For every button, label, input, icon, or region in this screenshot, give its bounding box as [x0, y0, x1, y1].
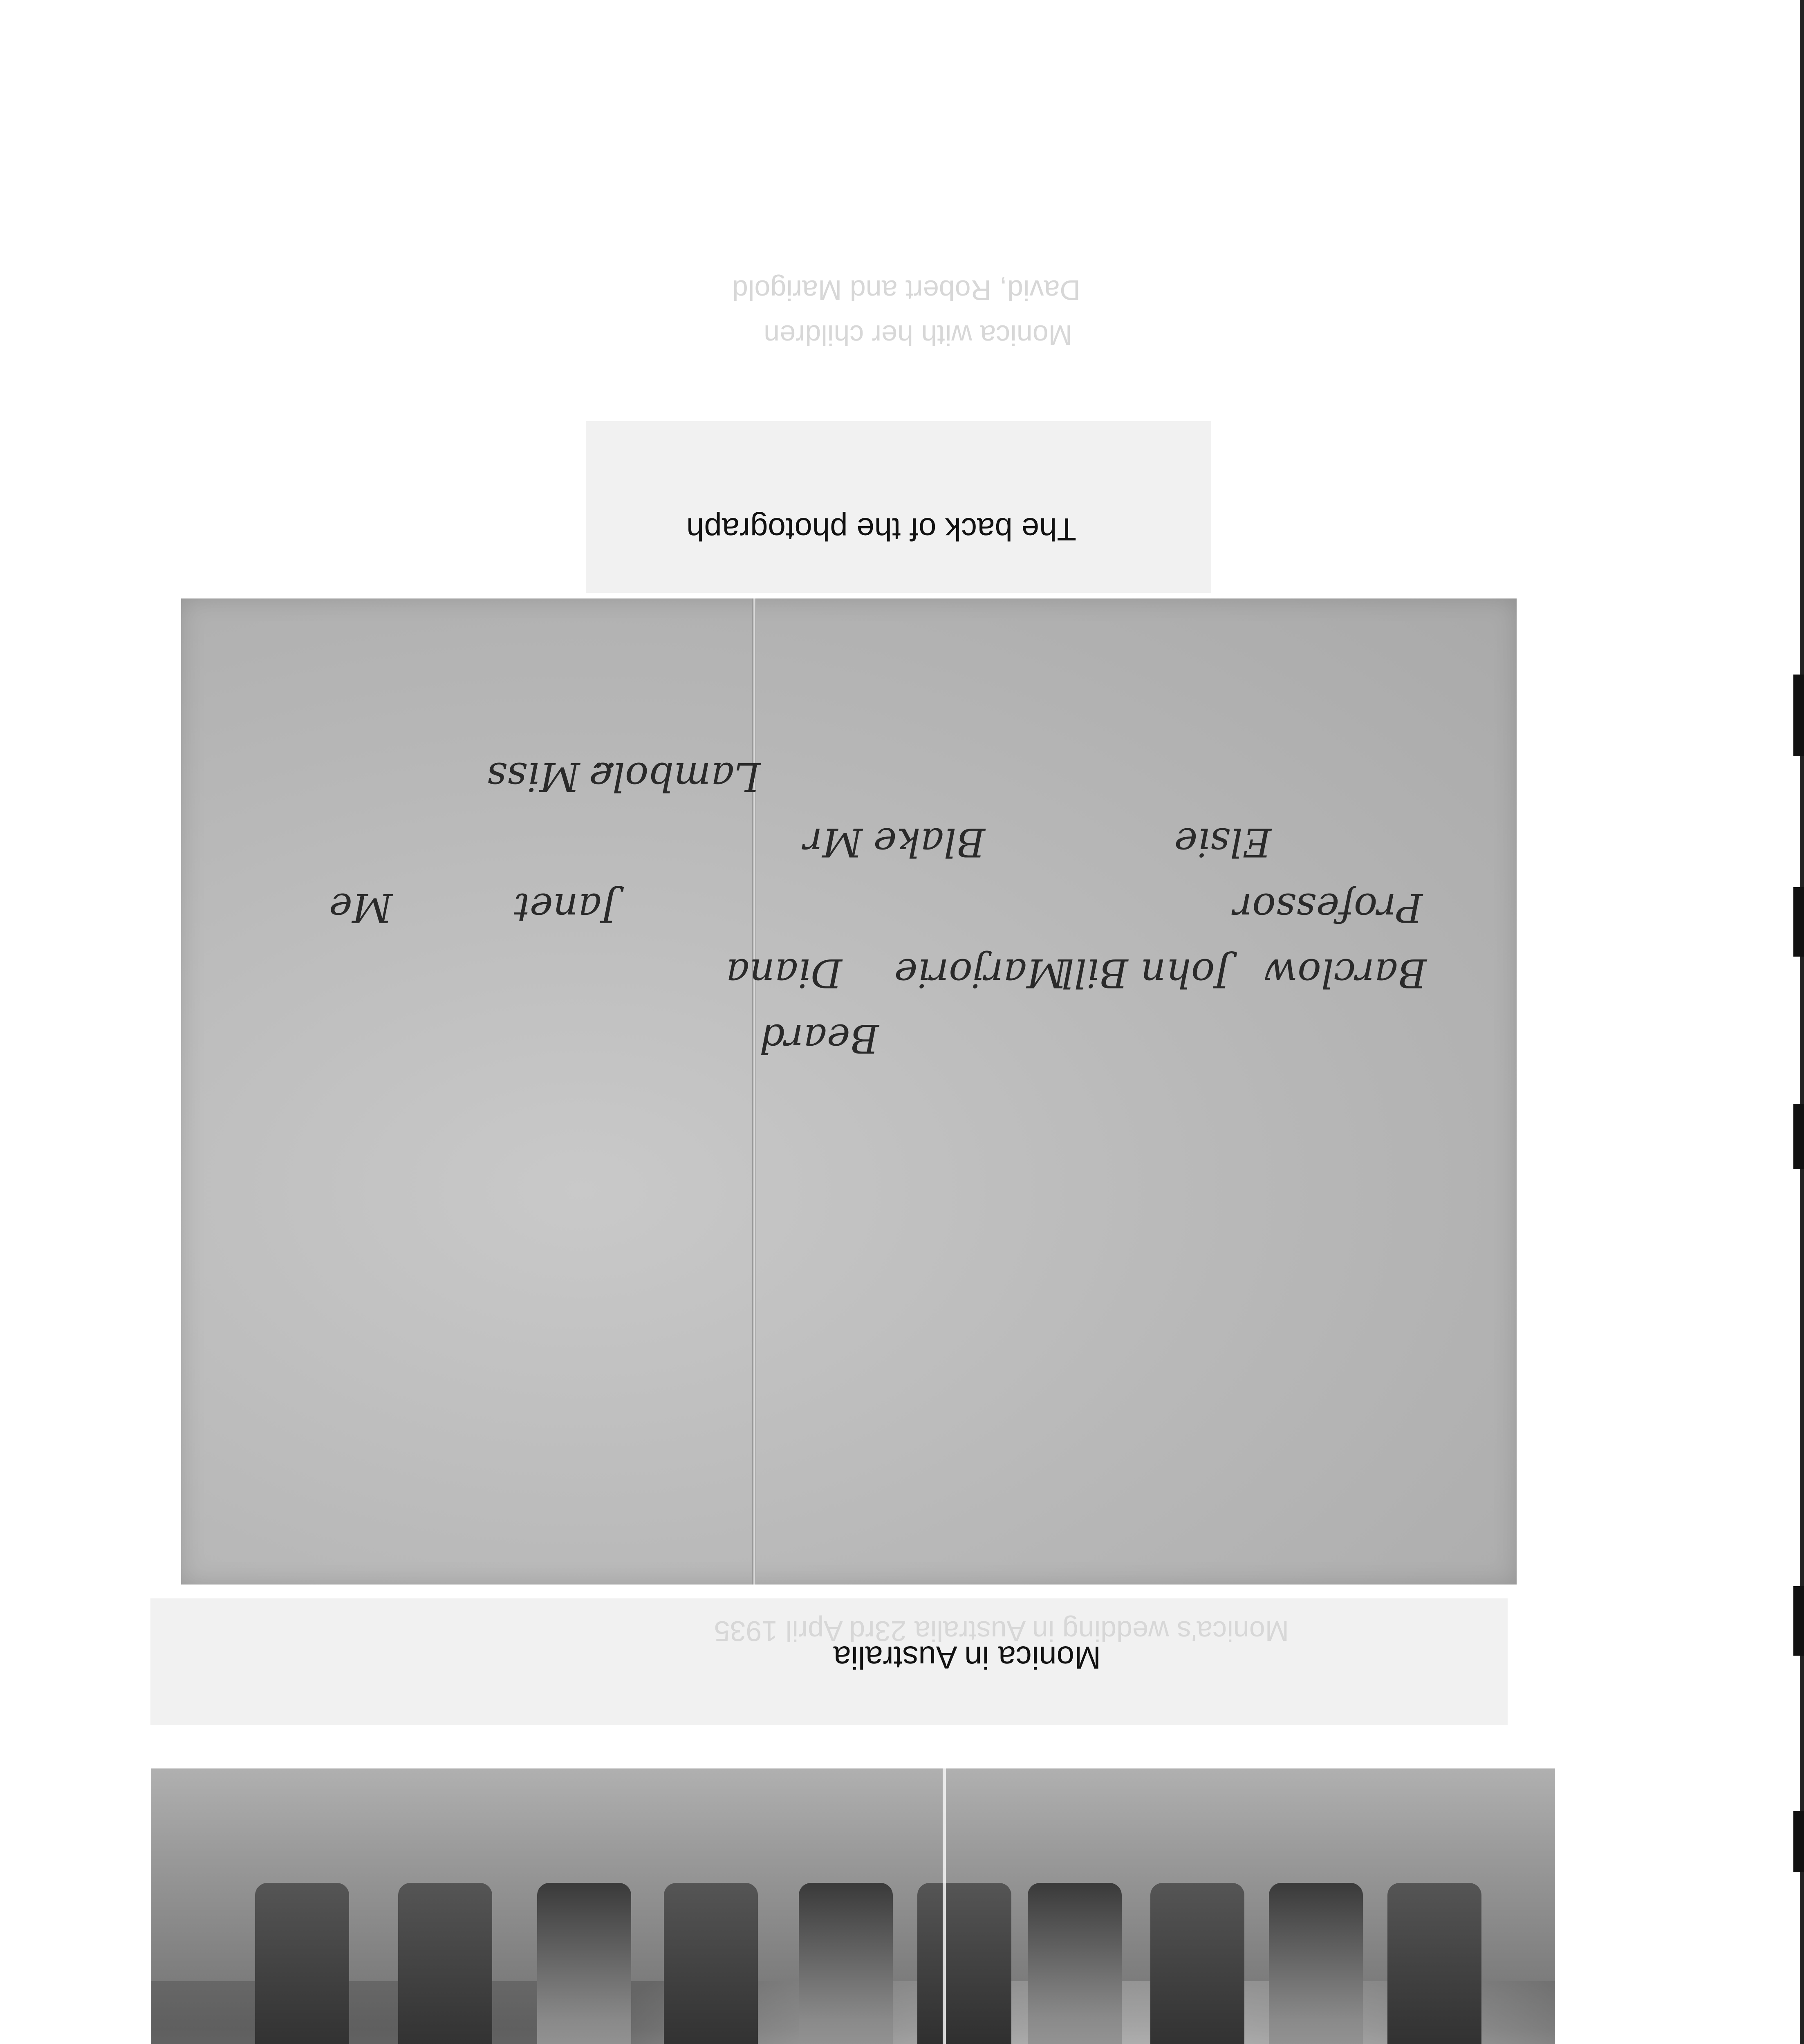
photo-person [799, 1883, 893, 2044]
photograph-back [181, 598, 1517, 1585]
handwritten-name: Diana [726, 950, 842, 996]
caption-monica-in-australia: Monica in Australia [833, 1640, 1101, 1676]
scan-edge [1800, 0, 1804, 2044]
group-photograph [151, 1768, 1555, 2044]
handwritten-name: Me [329, 885, 392, 930]
photo-person [255, 1883, 349, 2044]
binding-mark [1793, 1586, 1804, 1656]
handwritten-name: Professor [1233, 885, 1423, 930]
ghost-photo-frame-top [586, 421, 1211, 593]
photo-person [1387, 1883, 1481, 2044]
binding-mark [1793, 887, 1804, 957]
handwritten-name: Marjorie [894, 950, 1067, 996]
binding-mark [1793, 675, 1804, 756]
handwritten-name: .. Miss [486, 754, 617, 800]
photo-back-fold [752, 598, 756, 1585]
photo-person [1269, 1883, 1363, 2044]
handwritten-name: Barclow [1264, 950, 1427, 996]
photo-person [1028, 1883, 1122, 2044]
ghost-caption-children-names: David, Robert and Marigold [732, 274, 1080, 306]
ghost-caption-wedding: Monica's wedding in Australia 23rd April 1935 [714, 1615, 1289, 1647]
caption-back-of-photograph: The back of the photograph [686, 511, 1076, 547]
binding-mark [1793, 1811, 1804, 1872]
photo-person [664, 1883, 758, 2044]
handwritten-name: Janet [514, 885, 617, 930]
photo-person [537, 1883, 631, 2044]
handwritten-name: Blake [873, 819, 985, 865]
binding-mark [1793, 1104, 1804, 1169]
handwritten-name: Beard [760, 1015, 879, 1061]
photo-person [917, 1883, 1011, 2044]
handwritten-name: Elsie [1174, 819, 1271, 865]
handwritten-name: John Bill [1061, 950, 1230, 996]
handwritten-name: Lambole [589, 754, 760, 800]
photo-person [398, 1883, 492, 2044]
photo-person [1150, 1883, 1244, 2044]
ghost-caption-children: Monica with her children [764, 319, 1072, 351]
photo-fold-crease [943, 1768, 946, 2044]
handwritten-name: Mr [803, 819, 863, 865]
